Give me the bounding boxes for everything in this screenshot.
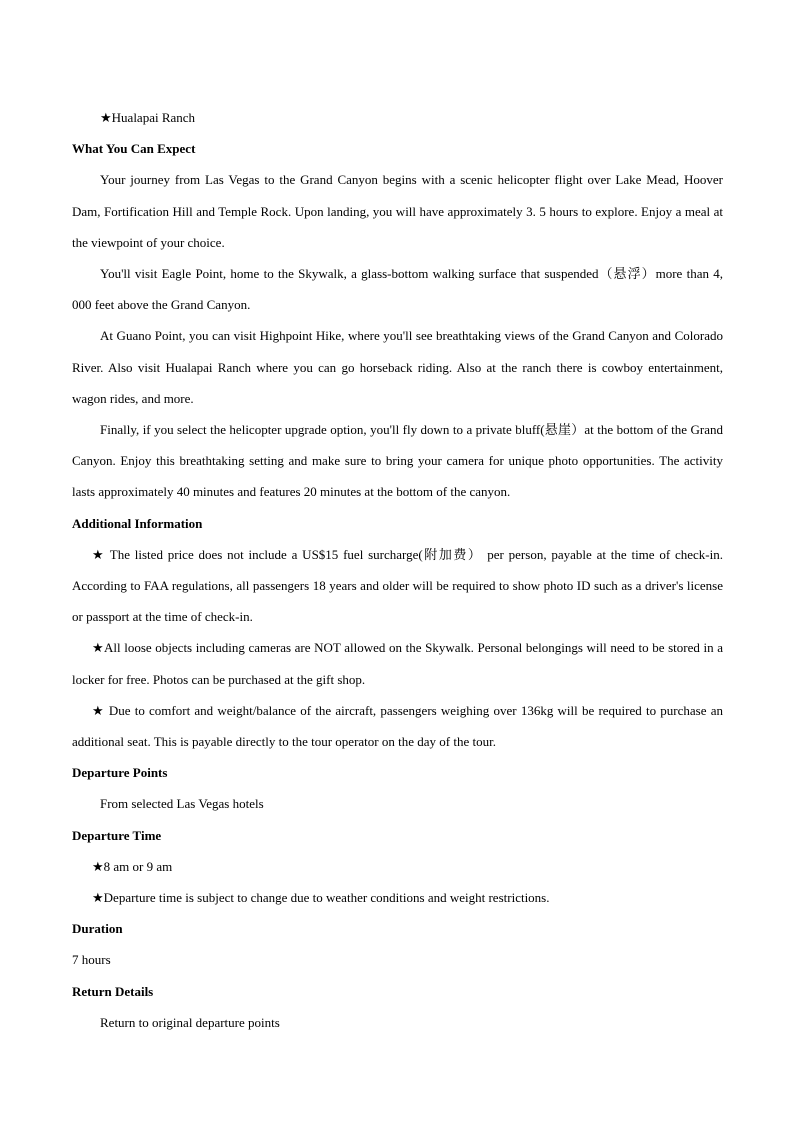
expect-paragraph-3: At Guano Point, you can visit Highpoint Hike, where you'll see breathtaking views of the Grand Canyon and Colorado River. Also visit Hualapai Ranch where you can go horseback riding. Also at the ranch there is cowboy entertainment, wagon rides, and more.	[72, 328, 723, 406]
expect-paragraph-4: Finally, if you select the helicopter upgrade option, you'll fly down to a private bluff(悬崖）at the bottom of the Grand Canyon. Enjoy this breathtaking setting and make sure to bring your camera for unique photo opportunities. The activity lasts approximately 40 minutes and features 20 minutes at the bottom of the canyon.	[72, 422, 723, 500]
duration-heading: Duration	[72, 921, 123, 937]
expect-paragraph-1: Your journey from Las Vegas to the Grand Canyon begins with a scenic helicopter flight over Lake Mead, Hoover Dam, Fortification Hill and Temple Rock. Upon landing, you will have approximately 3. 5 hours to explore. Enjoy a meal at the viewpoint of your choice.	[72, 172, 723, 250]
additional-bullet-3: ★ Due to comfort and weight/balance of the aircraft, passengers weighing over 136kg will be required to purchase an additional seat. This is payable directly to the tour operator on the day of the tour.	[72, 702, 723, 750]
departure-time-item-1: ★8 am or 9 am	[92, 858, 173, 874]
departure-points-text: From selected Las Vegas hotels	[100, 796, 264, 812]
duration-text: 7 hours	[72, 952, 111, 968]
what-you-can-expect-heading: What You Can Expect	[72, 141, 196, 157]
departure-points-heading: Departure Points	[72, 765, 168, 781]
additional-bullet-2: ★All loose objects including cameras are NOT allowed on the Skywalk. Personal belongings will need to be stored in a locker for free. Photos can be purchased at the gift shop.	[72, 640, 723, 687]
expect-paragraph-2: You'll visit Eagle Point, home to the Skywalk, a glass-bottom walking surface that suspended（悬浮）more than 4, 000 feet above the Grand Canyon.	[72, 266, 723, 313]
departure-time-item-2: ★Departure time is subject to change due to weather conditions and weight restrictions.	[92, 890, 550, 906]
departure-time-heading: Departure Time	[72, 827, 162, 843]
return-details-text: Return to original departure points	[100, 1014, 280, 1030]
hualapai-ranch-item: ★Hualapai Ranch	[100, 110, 196, 125]
return-details-heading: Return Details	[72, 983, 154, 999]
additional-information-heading: Additional Information	[72, 515, 203, 531]
additional-bullet-1: ★ The listed price does not include a US$15 fuel surcharge(附加费） per person, payable at the time of check-in. According to FAA regulations, all passengers 18 years and older will be required to show photo ID such as a driver's license or passport at the time of check-in.	[72, 546, 723, 625]
